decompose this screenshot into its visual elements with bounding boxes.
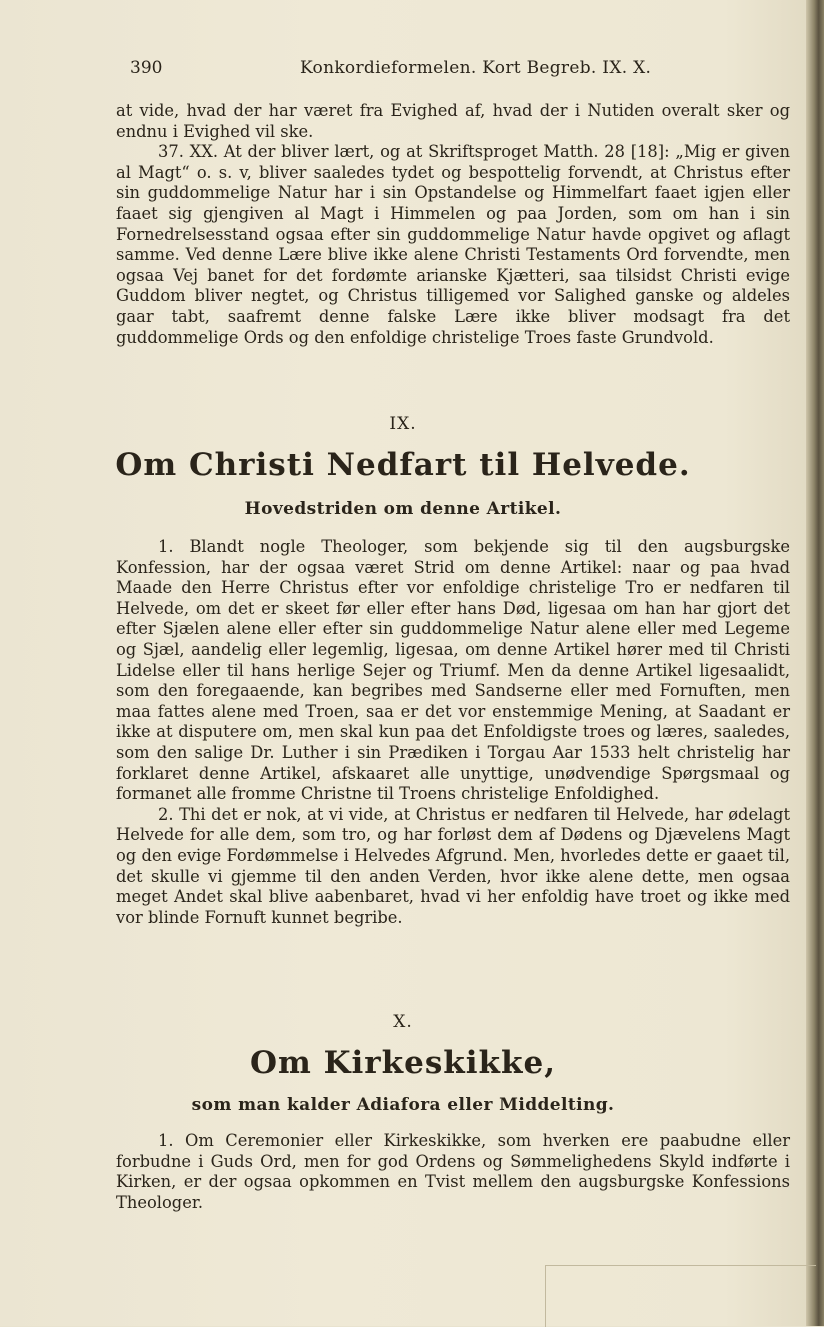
book-edge: [806, 0, 824, 1326]
section-subtitle: som man kalder Adiafora eller Middelting.: [191, 1095, 615, 1115]
section-number: IX.: [389, 414, 417, 434]
article-37-paragraph: 37. XX. At der bliver lært, og at Skriftsproget Matth. 28 [18]: „Mig er given al Magt“ o. s. v, bliver saaledes tydet og bespottelig forvendt, at Christus efter sin guddommelige Natur har i sin Opstandelse og Himmelfart faaet igjen eller faaet sig gjengiven al Magt i Himmelen og paa Jorden, som om han i sin Fornedrelsesstand ogsaa efter sin guddommelige Natur havde opgivet og aflagt samme. Ved denne Lære blive ikke alene Christi Testaments Ord forvendte, men ogsaa Vej banet for det fordømte arianske Kjætteri, saa tilsidst Christi evige Guddom bliver negtet, og Christus tilligemed vor Salighed ganske og aldeles gaar tabt, saafremt denne falske Lære ikke bliver modsagt fra det guddommelige Ords og den enfoldige christelige Troes faste Grundvold.: [116, 142, 790, 347]
section-paragraph: 1. Blandt nogle Theologer, som bekjende sig til den augsburgske Konfession, har der ogsaa været Strid om denne Artikel: naar og paa hvad Maade den Herre Christus efter vor enfoldige christelige Tro er nedfaren til Helvede, om det er skeet før eller efter hans Død, ligesaa om han har gjort det efter Sjælen alene eller efter sin guddommelige Natur alene eller med Legeme og Sjæl, aandelig eller legemlig, ligesaa, om denne Artikel hører med til Christi Lidelse eller til hans herlige Sejer og Triumf. Men da denne Artikel ligesaalidt, som den foregaaende, kan begribes med Sandserne eller med Fornuften, men maa fattes alene med Troen, saa er det vor enstemmige Mening, at Saadant er ikke at disputere om, men skal kun paa det Enfoldigste troes og læres, saaledes, som den salige Dr. Luther i sin Prædiken i Torgau Aar 1533 helt christelig har forklaret denne Artikel, afskaaret alle unyttige, unødvendige Spørgsmaal og formanet alle fromme Christne til Troens christelige Enfoldighed.: [116, 537, 790, 804]
section-number: X.: [393, 1012, 413, 1032]
section-paragraph: 2. Thi det er nok, at vi vide, at Christus er nedfaren til Helvede, har ødelagt Helvede for alle dem, som tro, og har forløst dem af Dødens og Djævelens Magt og den evige Fordømmelse i Helvedes Afgrund. Men, hvorledes dette er gaaet til, det skulle vi gjemme til den anden Verden, hvor ikke alene dette, men ogsaa meget Andet skal blive aabenbaret, hvad vi her enfoldig have troet og ikke med vor blinde Fornuft kunnet begribe.: [116, 804, 790, 927]
intro-paragraph: at vide, hvad der har været fra Evighed af, hvad der i Nutiden overalt sker og endnu i Evighed vil ske.: [116, 101, 790, 141]
running-title: Konkordieformelen. Kort Begreb. IX. X.: [300, 58, 652, 78]
section-subtitle: Hovedstriden om denne Artikel.: [244, 499, 562, 519]
intro-block: [116, 101, 790, 348]
section-title: Om Kirkeskikke,: [249, 1045, 557, 1081]
page-corner-fold: [545, 1265, 816, 1327]
section-paragraph: 1. Om Ceremonier eller Kirkeskikke, som hverken ere paabudne eller forbudne i Guds Ord, men for god Ordens og Sømmelighedens Skyld indførte i Kirken, er der ogsaa opkommen en Tvist mellem den augsburgske Konfessions Theologer.: [116, 1131, 790, 1212]
page-number: 390: [130, 58, 163, 78]
section-10-body: [116, 1131, 790, 1213]
section-9-body: [116, 537, 790, 928]
section-title: Om Christi Nedfart til Helvede.: [115, 447, 691, 483]
